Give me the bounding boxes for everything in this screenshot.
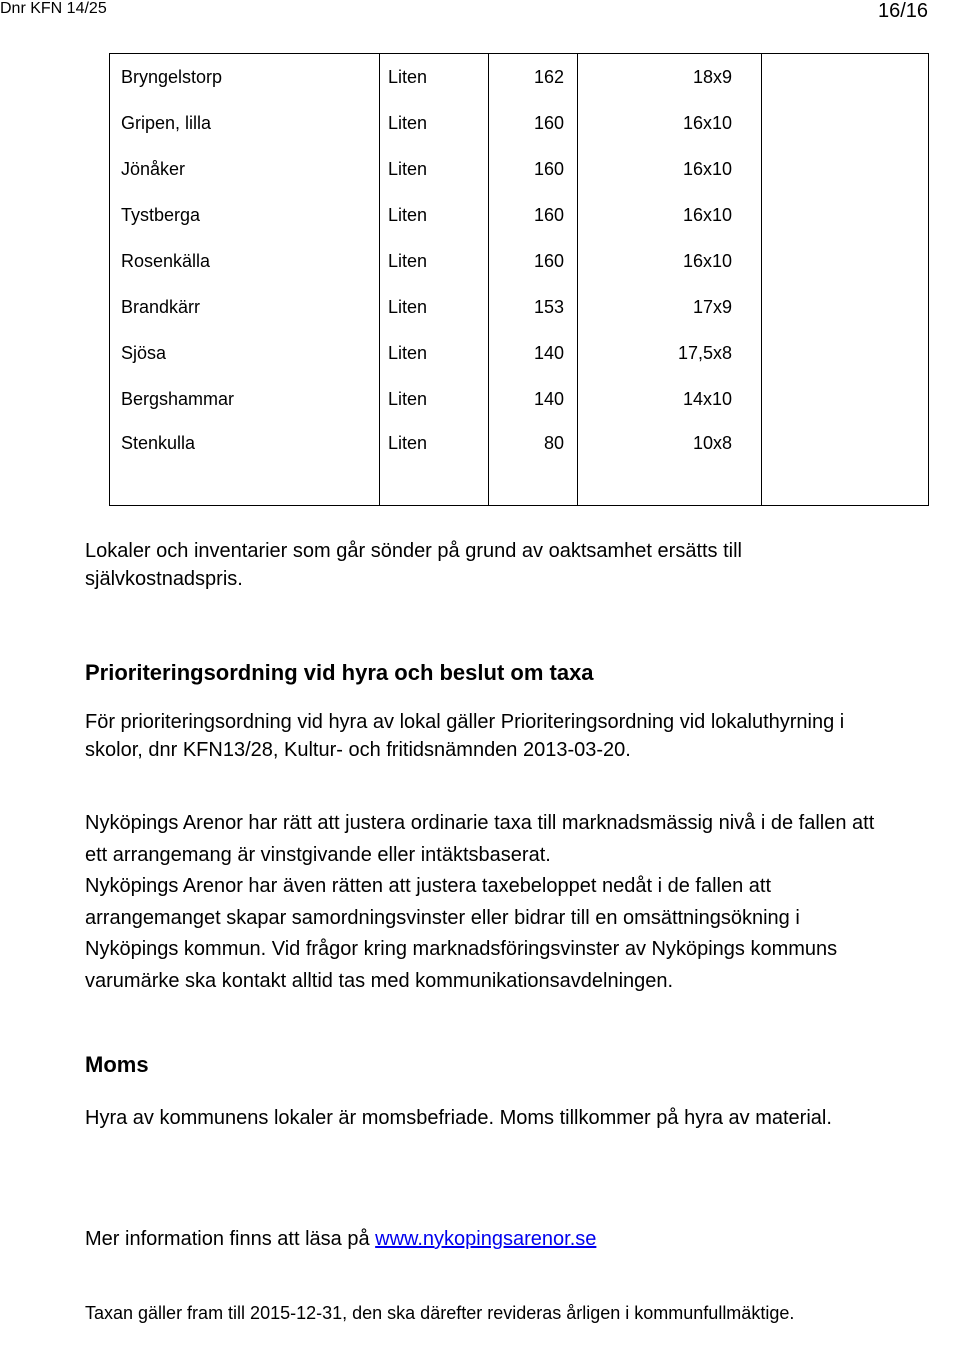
table-row <box>110 100 929 146</box>
venue-size-cell: Liten <box>380 146 489 192</box>
venue-capacity-cell: 162 <box>489 54 578 101</box>
venue-dimensions-cell: 10x8 <box>578 422 762 506</box>
venue-capacity-cell: 80 <box>489 422 578 506</box>
venue-empty-cell <box>762 238 929 284</box>
venue-table <box>109 53 929 506</box>
venue-dimensions-cell: 16x10 <box>578 100 762 146</box>
venue-size-cell: Liten <box>380 192 489 238</box>
venue-name-cell: Bryngelstorp <box>110 54 380 101</box>
venue-size-cell: Liten <box>380 284 489 330</box>
venue-name-cell: Bergshammar <box>110 376 380 422</box>
venue-capacity-cell: 160 <box>489 192 578 238</box>
venue-capacity-cell: 160 <box>489 100 578 146</box>
page-number: 16/16 <box>878 0 929 22</box>
venue-empty-cell <box>762 100 929 146</box>
damage-note: Lokaler och inventarier som går sönder på grund av oaktsamhet ersätts till självkostnadspris. <box>85 540 743 590</box>
moms-text: Hyra av kommunens lokaler är momsbefriade. Moms tillkommer på hyra av material. <box>85 1107 832 1129</box>
validity-text: Taxan gäller fram till 2015-12-31, den ska därefter revideras årligen i kommunfullmäktige. <box>85 1303 795 1323</box>
table-row <box>110 422 929 506</box>
venue-empty-cell <box>762 330 929 376</box>
moms-heading: Moms <box>85 1052 149 1077</box>
venue-empty-cell <box>762 422 929 506</box>
venue-name-cell: Sjösa <box>110 330 380 376</box>
more-info <box>85 1225 885 1253</box>
venue-empty-cell <box>762 54 929 101</box>
venue-capacity-cell: 140 <box>489 376 578 422</box>
arenor-text-1: Nyköpings Arenor har rätt att justera ordinarie taxa till marknadsmässig nivå i de fallen att ett arrangemang är vinstgivande eller intäktsbaserat. <box>85 812 875 866</box>
priority-text: För prioriteringsordning vid hyra av lokal gäller Prioriteringsordning vid lokaluthyrning i skolor, dnr KFN13/28, Kultur- och fritidsnämnden 2013-03-20. <box>85 711 845 761</box>
venue-name-cell: Stenkulla <box>110 422 380 506</box>
venue-empty-cell <box>762 146 929 192</box>
venue-dimensions-cell: 16x10 <box>578 146 762 192</box>
venue-dimensions-cell: 18x9 <box>578 54 762 101</box>
venue-capacity-cell: 160 <box>489 146 578 192</box>
venue-size-cell: Liten <box>380 376 489 422</box>
venue-name-cell: Rosenkälla <box>110 238 380 284</box>
venue-capacity-cell: 140 <box>489 330 578 376</box>
more-info-text: Mer information finns att läsa på <box>85 1228 376 1250</box>
venue-name-cell: Tystberga <box>110 192 380 238</box>
venue-size-cell: Liten <box>380 330 489 376</box>
venue-name-cell: Gripen, lilla <box>110 100 380 146</box>
table-row <box>110 54 929 101</box>
arenor-text-2: Nyköpings Arenor har även rätten att justera taxebeloppet nedåt i de fallen att arrangemanget skapar samordningsvinster eller bidrar till en omsättningsökning i Nyköpings kommun. Vid frågor kring marknadsföringsvinster av Nyköpings kommuns varumärke ska kontakt alltid tas med kommunikationsavdelningen. <box>85 875 838 992</box>
venue-size-cell: Liten <box>380 422 489 506</box>
venue-size-cell: Liten <box>380 54 489 101</box>
venue-empty-cell <box>762 376 929 422</box>
venue-dimensions-cell: 14x10 <box>578 376 762 422</box>
table-row <box>110 238 929 284</box>
venue-size-cell: Liten <box>380 100 489 146</box>
venue-size-cell: Liten <box>380 238 489 284</box>
table-row <box>110 192 929 238</box>
venue-name-cell: Brandkärr <box>110 284 380 330</box>
venue-capacity-cell: 153 <box>489 284 578 330</box>
venue-dimensions-cell: 16x10 <box>578 192 762 238</box>
venue-empty-cell <box>762 284 929 330</box>
venue-capacity-cell: 160 <box>489 238 578 284</box>
venue-empty-cell <box>762 192 929 238</box>
table-row <box>110 146 929 192</box>
website-link[interactable]: www.nykopingsarenor.se <box>375 1228 597 1250</box>
venue-dimensions-cell: 16x10 <box>578 238 762 284</box>
venue-name-cell: Jönåker <box>110 146 380 192</box>
venue-dimensions-cell: 17,5x8 <box>578 330 762 376</box>
table-row <box>110 284 929 330</box>
document-reference: Dnr KFN 14/25 <box>0 0 107 17</box>
table-row <box>110 376 929 422</box>
priority-heading: Prioriteringsordning vid hyra och beslut om taxa <box>85 660 594 685</box>
table-row <box>110 330 929 376</box>
venue-dimensions-cell: 17x9 <box>578 284 762 330</box>
